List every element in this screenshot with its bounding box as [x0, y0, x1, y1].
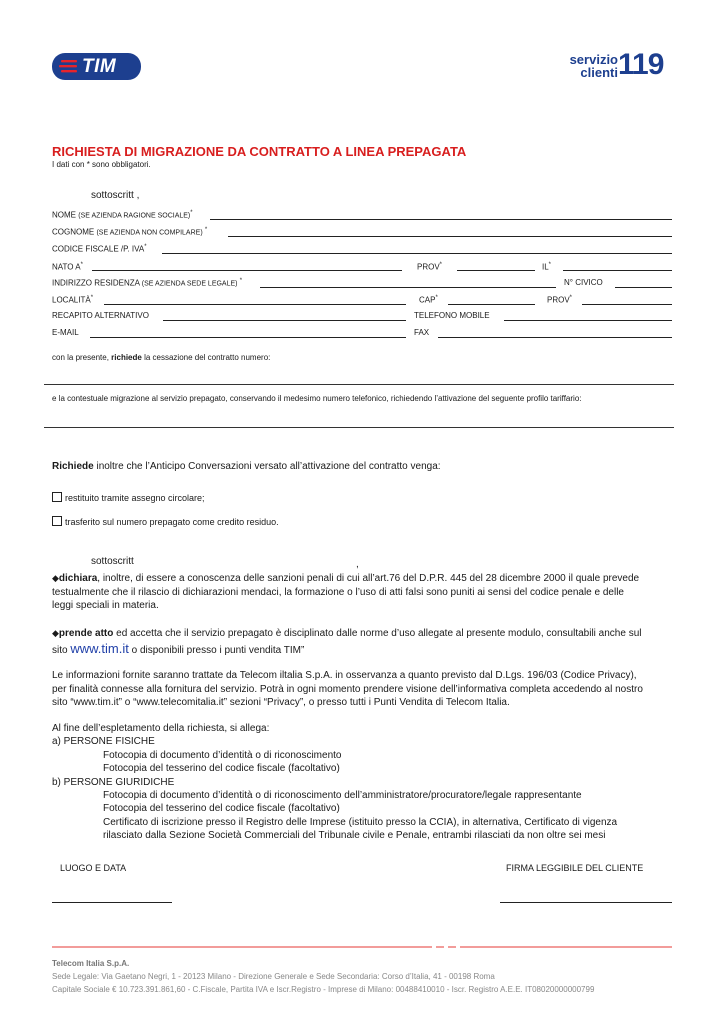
sottoscritt-2-comma: ,: [356, 559, 359, 570]
clienti-text: clienti: [580, 65, 618, 80]
allegati-section: Al fine dell’espletamento della richiesta, si allega: a) PERSONE FISICHE Fotocopia di documento d’identità o di riconoscimento Fotocopia del tesserino del codice fiscale (facoltativo) b) PERSONE GIURIDICHE Fotocopia di documento d’identità o di riconoscimento dell’amministratore/procuratore/legale rappresentante Fotocopia del tesserino del codice fiscale (facoltativo) Certificato di iscrizione presso il Registro delle Imprese (istituito presso la CCIA), in alternativa, Certificato di vigenza rilasciato dalla Sezione Società Commerciali del Tribunale civile e Penale, entrambi rilasciati da non oltre sei mesi: [52, 723, 618, 842]
firma-label: FIRMA LEGGIBILE DEL CLIENTE: [506, 863, 644, 873]
nato-a-label: NATO A*: [52, 262, 83, 272]
fax-field[interactable]: [438, 337, 672, 338]
codice-fiscale-label: CODICE FISCALE /P. IVA*: [52, 244, 147, 254]
bullet-icon: ◆: [52, 573, 59, 583]
option-assegno-label: restituito tramite assegno circolare;: [65, 493, 205, 503]
n-civico-label: N° CIVICO: [564, 278, 603, 287]
sottoscritt-label: sottoscritt ,: [91, 190, 140, 201]
cessazione-text: con la presente, richiede la cessazione del contratto numero:: [52, 353, 271, 362]
localita-field[interactable]: [104, 304, 406, 305]
cognome-label: COGNOME (SE AZIENDA NON COMPILARE) *: [52, 227, 208, 237]
footer-company: Telecom Italia S.p.A.: [52, 959, 130, 968]
form-title: RICHIESTA DI MIGRAZIONE DA CONTRATTO A LINEA PREPAGATA: [52, 144, 467, 159]
contratto-numero-field[interactable]: [44, 384, 674, 385]
telefono-label: TELEFONO MOBILE: [414, 311, 490, 320]
option-trasferito-label: trasferito sul numero prepagato come credito residuo.: [65, 517, 279, 527]
email-field[interactable]: [90, 337, 406, 338]
codice-fiscale-field[interactable]: [162, 253, 672, 254]
trasferito-checkbox[interactable]: [52, 516, 62, 526]
email-label: E-MAIL: [52, 328, 79, 337]
anticipo-text: Richiede inoltre che l’Anticipo Conversazioni versato all’attivazione del contratto venga:: [52, 461, 441, 472]
recapito-field[interactable]: [163, 320, 406, 321]
nato-a-field[interactable]: [92, 270, 402, 271]
prov-label: PROV*: [417, 262, 443, 272]
assegno-checkbox[interactable]: [52, 492, 62, 502]
tim-link[interactable]: www.tim.it: [70, 641, 129, 656]
prende-atto-paragraph: ◆prende atto ed accetta che il servizio prepagato è disciplinato dalle norme d’uso allegate al presente modulo, consultabili anche sul sito www.tim.it o disponibili presso i punti vendita TIM”: [52, 628, 642, 656]
privacy-paragraph: Le informazioni fornite saranno trattate da Telecom iltalia S.p.A. in osservanza a quanto previsto dal D.Lgs. 196/03 (Codice Privacy), per finalità connesse alla fornitura del servizio. Potrà in ogni momento prendere visione dell’informativa completa accedendo al nostro sito “www.tim.it” o “www.telecomitalia.it” sezioni “Privacy”, o presso tutti i Punti Vendita di Telecom Italia.: [52, 670, 643, 708]
firma-field[interactable]: [500, 902, 672, 903]
prov-field[interactable]: [457, 270, 535, 271]
prov2-field[interactable]: [582, 304, 672, 305]
il-field[interactable]: [563, 270, 672, 271]
il-label: IL*: [542, 262, 552, 272]
fax-label: FAX: [414, 328, 430, 337]
migrazione-text: e la contestuale migrazione al servizio prepagato, conservando il medesimo numero telefonico, richiedendo l’attivazione del seguente profilo tariffario:: [52, 394, 582, 403]
localita-label: LOCALITÀ*: [52, 295, 94, 305]
servizio-number: 119: [618, 48, 664, 81]
footer-capitale: Capitale Sociale € 10.723.391.861,60 - C.Fiscale, Partita IVA e Iscr.Registro - Imprese di Milano: 00488410010 - Iscr. Registro A.E.E. IT08020000000799: [52, 985, 595, 994]
option-assegno[interactable]: [52, 492, 205, 503]
servizio-clienti-logo: [564, 48, 674, 84]
profilo-tariffario-field[interactable]: [44, 427, 674, 428]
tim-logo: [52, 53, 141, 80]
nome-label: NOME (SE AZIENDA RAGIONE SOCIALE)*: [52, 210, 193, 220]
indirizzo-label: INDIRIZZO RESIDENZA (SE AZIENDA SEDE LEGALE) *: [52, 278, 243, 288]
luogo-data-label: LUOGO E DATA: [60, 863, 127, 873]
servizio-text: servizio: [569, 52, 618, 67]
nome-field[interactable]: [210, 219, 672, 220]
cap-field[interactable]: [448, 304, 535, 305]
luogo-data-field[interactable]: [52, 902, 172, 903]
option-trasferito[interactable]: [52, 516, 279, 527]
footer-divider: [52, 946, 676, 948]
cognome-field[interactable]: [228, 236, 672, 237]
indirizzo-field[interactable]: [260, 287, 556, 288]
bullet-icon: ◆: [52, 628, 59, 638]
n-civico-field[interactable]: [615, 287, 672, 288]
required-note: I dati con * sono obbligatori.: [52, 160, 151, 169]
sottoscritt-2-label: sottoscritt: [91, 556, 134, 567]
dichiara-paragraph: ◆dichiara, inoltre, di essere a conoscenza delle sanzioni penali di cui all’art.76 del D.P.R. 445 del 28 dicembre 2000 il quale prevede testualmente che il rilascio di dichiarazioni mendaci, la formazione o l’uso di atti falsi sono puniti ai sensi del codice penale e delle leggi speciali in materia.: [52, 573, 640, 611]
footer-address: Sede Legale: Via Gaetano Negri, 1 - 20123 Milano - Direzione Generale e Sede Secondaria: Corso d’Italia, 41 - 00198 Roma: [52, 972, 495, 981]
recapito-label: RECAPITO ALTERNATIVO: [52, 311, 149, 320]
prov2-label: PROV*: [547, 295, 573, 305]
tim-logo-text: TIM: [82, 56, 117, 77]
cap-label: CAP*: [419, 295, 438, 305]
telefono-field[interactable]: [504, 320, 672, 321]
